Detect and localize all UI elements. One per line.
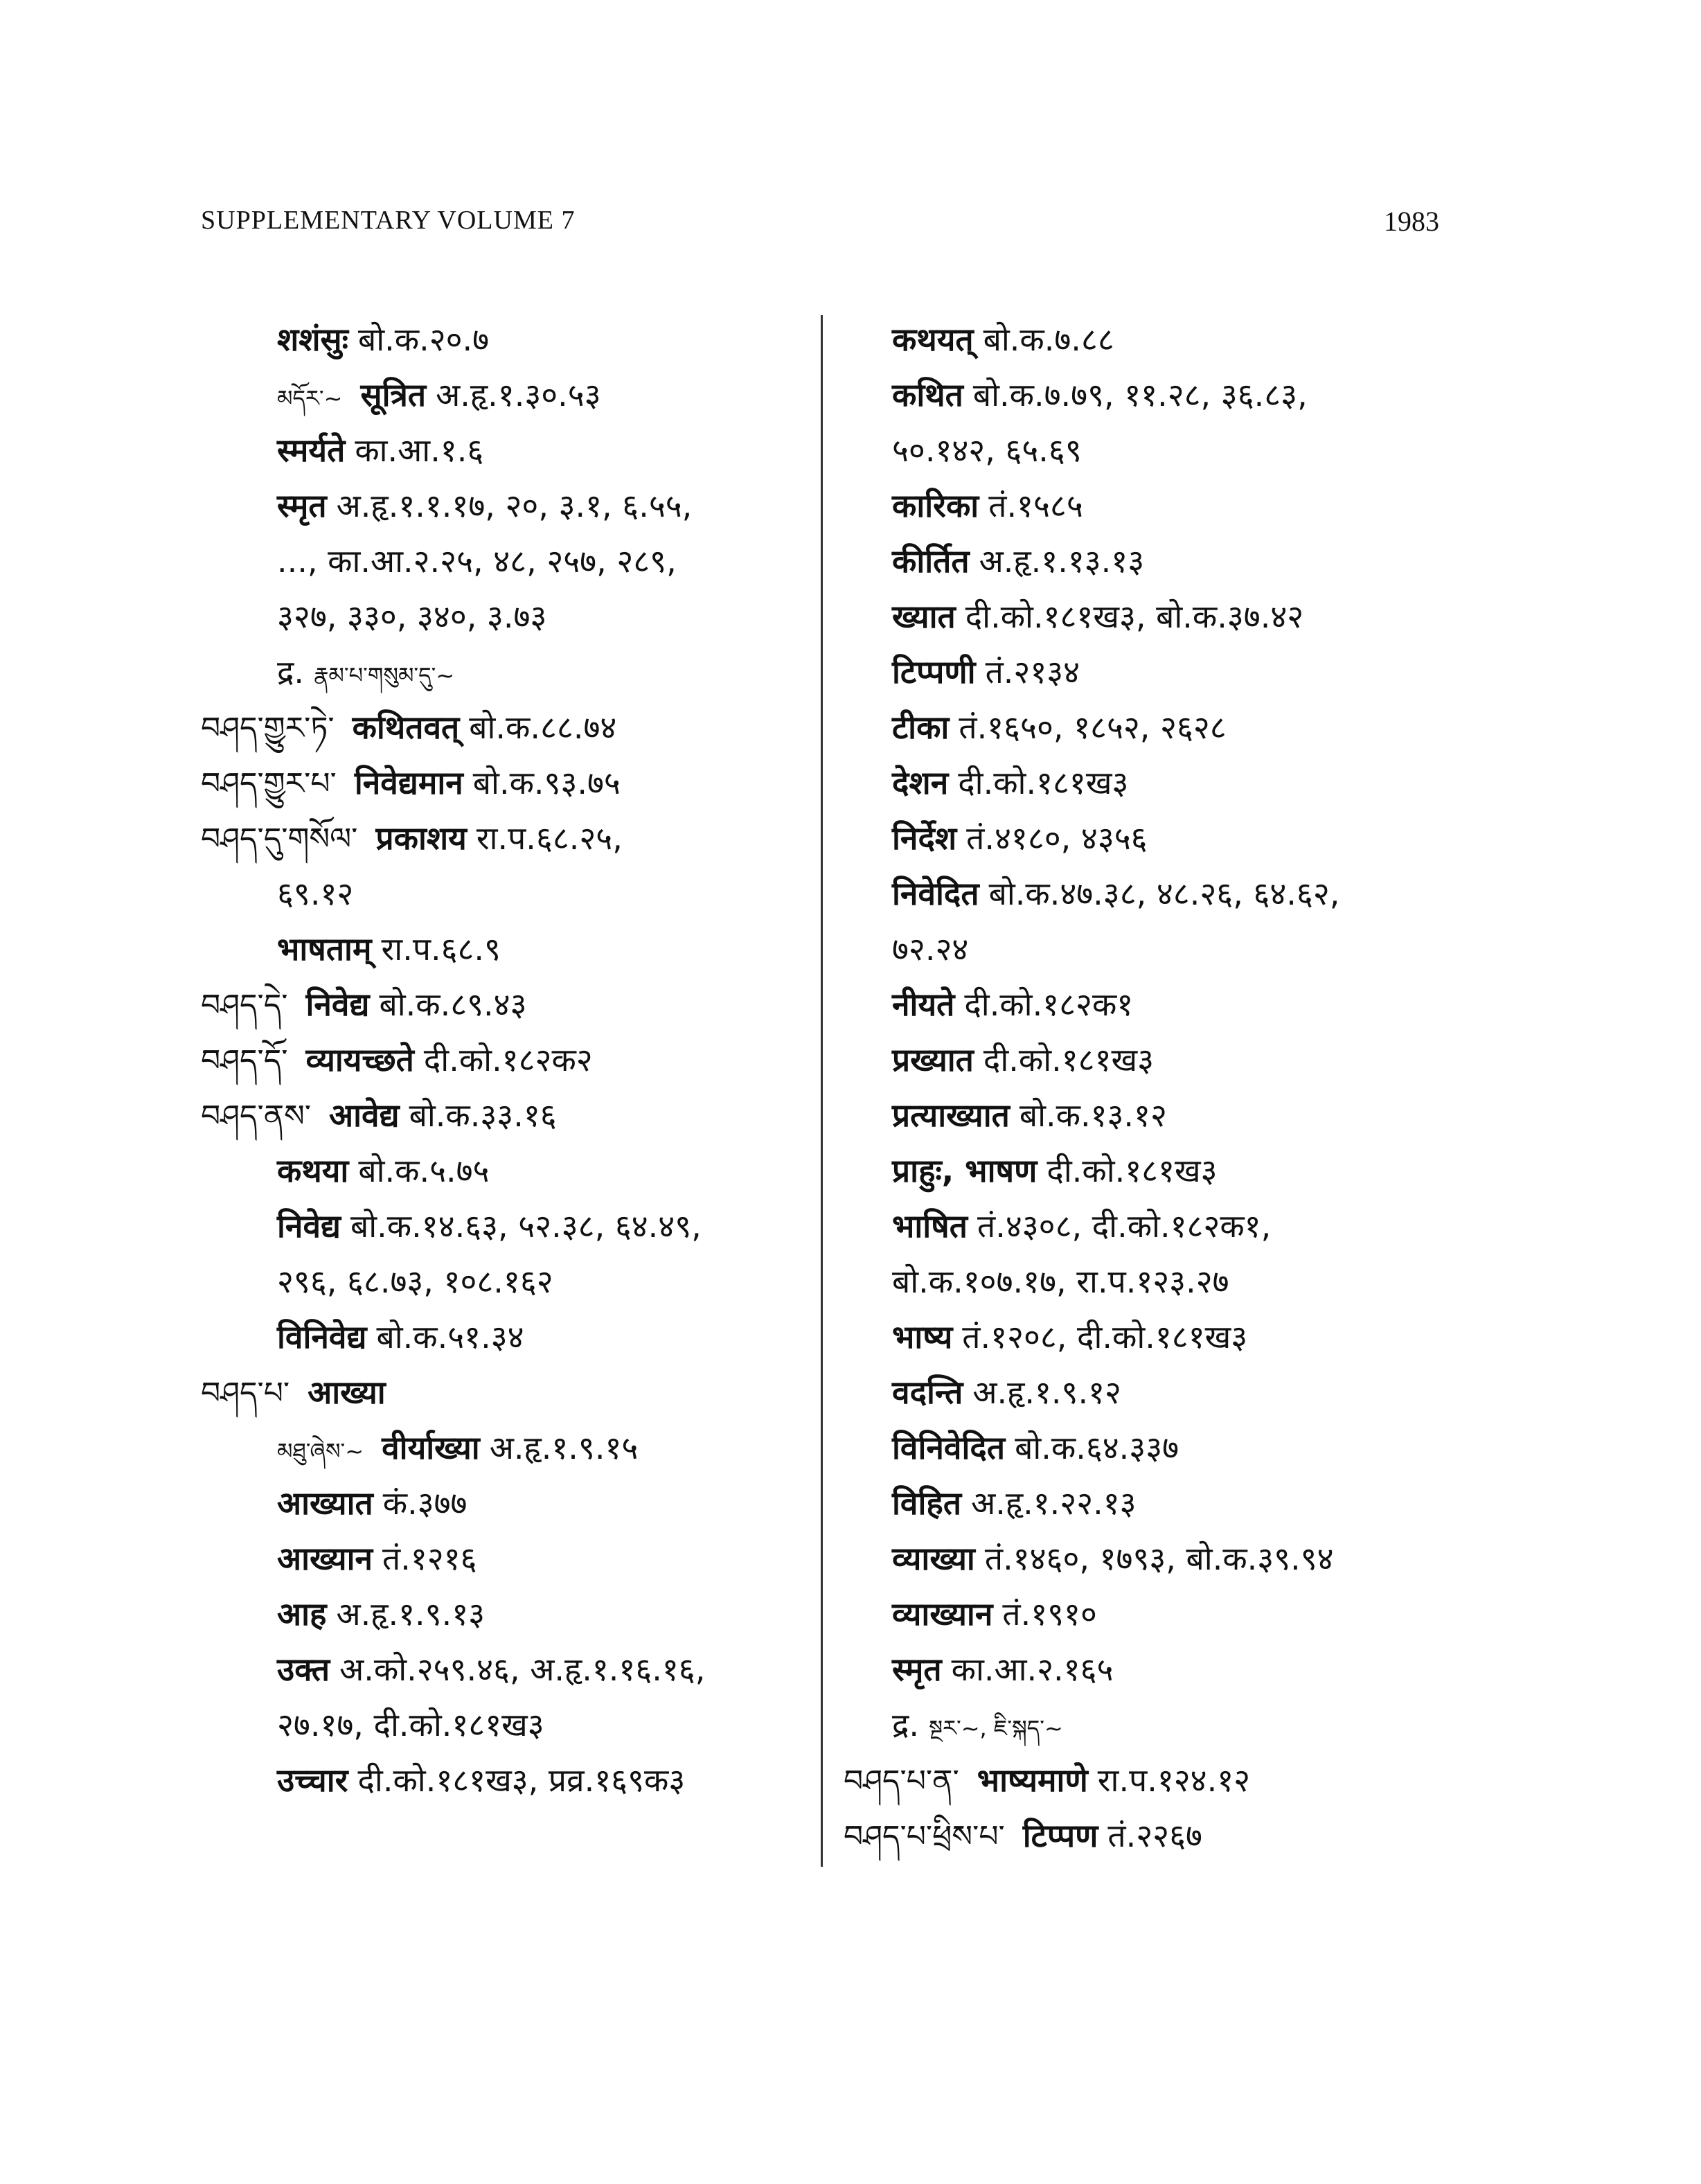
cross-reference-marker: द्र. bbox=[892, 1706, 920, 1743]
dictionary-entry-line bbox=[844, 1475, 1481, 1531]
source-reference: बो.क.८८.७४ bbox=[469, 709, 617, 746]
sanskrit-equivalent: देशन bbox=[892, 764, 949, 801]
dictionary-entry-line bbox=[201, 312, 810, 367]
source-reference: ..., का.आ.२.२५, ४८, २५७, २८९, bbox=[277, 542, 677, 580]
sanskrit-equivalent: कथितवत् bbox=[352, 709, 460, 746]
dictionary-headword-line bbox=[201, 1032, 810, 1087]
right-column bbox=[844, 312, 1481, 1863]
source-reference: बो.क.८९.४३ bbox=[379, 986, 527, 1023]
source-reference: बो.क.७.८८ bbox=[983, 321, 1114, 358]
sanskrit-equivalent: प्रख्यात bbox=[892, 1041, 974, 1078]
dictionary-entry-line bbox=[844, 810, 1481, 866]
source-reference: तं.१५८५ bbox=[988, 487, 1083, 524]
source-reference: अ.हृ.१.९.१५ bbox=[489, 1429, 639, 1466]
source-reference: ७२.२४ bbox=[892, 930, 969, 968]
tibetan-term: མཐུ་ཞེས་~ bbox=[277, 1438, 364, 1464]
sanskrit-equivalent: निवेद्य bbox=[277, 1207, 341, 1245]
sanskrit-equivalent: प्रकाशय bbox=[375, 819, 467, 857]
tibetan-term: བཤད་པ་ bbox=[201, 1376, 290, 1411]
dictionary-entry-line bbox=[844, 1087, 1481, 1143]
source-reference: दी.को.१८१ख३, प्रव्र.१६९क३ bbox=[357, 1761, 686, 1799]
source-reference: रा.प.१२४.१२ bbox=[1097, 1761, 1251, 1799]
source-reference: ५०.१४२, ६५.६९ bbox=[892, 432, 1082, 469]
source-reference: तं.४१८०, ४३५६ bbox=[966, 819, 1148, 857]
left-column bbox=[201, 312, 810, 1808]
sanskrit-equivalent: व्याख्यान bbox=[892, 1595, 993, 1633]
sanskrit-equivalent: व्यायच्छते bbox=[305, 1041, 414, 1078]
dictionary-entry-line bbox=[844, 589, 1481, 644]
sanskrit-equivalent: टिप्पण bbox=[1022, 1817, 1098, 1854]
sanskrit-equivalent: विहित bbox=[892, 1484, 962, 1522]
dictionary-entry-line bbox=[844, 1254, 1481, 1309]
dictionary-entry-line bbox=[201, 1143, 810, 1198]
dictionary-headword-line bbox=[201, 1087, 810, 1143]
source-reference: का.आ.१.६ bbox=[355, 432, 484, 469]
source-reference: बो.क.५१.३४ bbox=[376, 1318, 524, 1356]
source-reference: बो.क.४७.३८, ४८.२६, ६४.६२, bbox=[988, 875, 1340, 912]
tibetan-term: སྔར་~, ཇི་སྐད་~ bbox=[929, 1715, 1063, 1741]
source-reference: ३२७, ३३०, ३४०, ३.७३ bbox=[277, 598, 547, 635]
source-reference: अ.हृ.१.२२.१३ bbox=[971, 1484, 1137, 1522]
sanskrit-equivalent: स्मर्यते bbox=[277, 432, 346, 469]
dictionary-headword-line bbox=[201, 755, 810, 810]
dictionary-entry-line bbox=[201, 1697, 810, 1752]
sanskrit-equivalent: भाष्य bbox=[892, 1318, 953, 1356]
sanskrit-equivalent: भाषित bbox=[892, 1207, 968, 1245]
dictionary-entry-line bbox=[844, 1642, 1481, 1697]
sanskrit-equivalent: व्याख्या bbox=[892, 1540, 975, 1577]
source-reference: रा.प.६८.९ bbox=[381, 930, 501, 968]
dictionary-entry-line bbox=[201, 478, 810, 533]
sanskrit-equivalent: कीर्तित bbox=[892, 542, 970, 580]
source-reference: बो.क.३३.१६ bbox=[409, 1097, 557, 1134]
sanskrit-equivalent: प्रत्याख्यात bbox=[892, 1097, 1010, 1134]
source-reference: बो.क.६४.३३७ bbox=[1015, 1429, 1179, 1466]
dictionary-entry-line bbox=[201, 1642, 810, 1697]
source-reference: तं.१६५०, १८५२, २६२८ bbox=[959, 709, 1227, 746]
dictionary-entry-line bbox=[844, 1531, 1481, 1586]
dictionary-entry-line bbox=[844, 1309, 1481, 1365]
sanskrit-equivalent: आख्यात bbox=[277, 1484, 373, 1522]
source-reference: दी.को.१८१ख३ bbox=[983, 1041, 1155, 1078]
source-reference: ६९.१२ bbox=[277, 875, 354, 912]
dictionary-entry-line bbox=[201, 1531, 810, 1586]
source-reference: अ.हृ.१.९.१२ bbox=[972, 1374, 1121, 1411]
tibetan-term: བཤད་པ་ཕྲིས་པ་ bbox=[844, 1819, 1005, 1854]
dictionary-entry-line bbox=[844, 1032, 1481, 1087]
source-reference: बो.क.५.७५ bbox=[358, 1152, 490, 1189]
dictionary-entry-line bbox=[201, 1752, 810, 1808]
dictionary-entry-line bbox=[844, 921, 1481, 977]
source-reference: बो.क.१०७.१७, रा.प.१२३.२७ bbox=[892, 1263, 1229, 1300]
source-reference: तं.१४६०, १७९३, बो.क.३९.९४ bbox=[984, 1540, 1334, 1577]
dictionary-entry-line bbox=[844, 977, 1481, 1032]
source-reference: दी.को.१८२क१ bbox=[964, 986, 1134, 1023]
sanskrit-equivalent: टिप्पणी bbox=[892, 653, 976, 691]
sanskrit-equivalent: भाषताम् bbox=[277, 930, 372, 968]
dictionary-entry-line bbox=[201, 423, 810, 478]
source-reference: बो.क.७.७९, ११.२८, ३६.८३, bbox=[972, 376, 1308, 414]
sanskrit-equivalent: आवेद्य bbox=[329, 1097, 400, 1134]
sanskrit-equivalent: उच्चार bbox=[277, 1761, 348, 1799]
source-reference: बो.क.१३.१२ bbox=[1019, 1097, 1167, 1134]
sanskrit-equivalent: उक्त bbox=[277, 1651, 330, 1688]
sanskrit-equivalent: शशंसुः bbox=[277, 321, 348, 358]
tibetan-term: མདོར་~ bbox=[277, 385, 343, 411]
source-reference: तं.१९१० bbox=[1002, 1595, 1097, 1633]
dictionary-entry-line bbox=[844, 1586, 1481, 1642]
source-reference: बो.क.९३.७५ bbox=[472, 764, 621, 801]
sanskrit-equivalent: कारिका bbox=[892, 487, 979, 524]
dictionary-entry-line bbox=[844, 1143, 1481, 1198]
sanskrit-equivalent: निवेदित bbox=[892, 875, 979, 912]
source-reference: बो.क.१४.६३, ५२.३८, ६४.४९, bbox=[350, 1207, 702, 1245]
source-reference: अ.हृ.१.१.१७, २०, ३.१, ६.५५, bbox=[336, 487, 693, 524]
dictionary-entry-line bbox=[844, 700, 1481, 755]
tibetan-term: བཤད་པ་ན་ bbox=[844, 1764, 959, 1799]
sanskrit-equivalent: सूत्रित bbox=[360, 376, 427, 414]
sanskrit-equivalent: निवेद्य bbox=[305, 986, 370, 1023]
dictionary-entry-line bbox=[201, 1586, 810, 1642]
sanskrit-equivalent: कथित bbox=[892, 376, 963, 414]
sanskrit-equivalent: भाष्यमाणे bbox=[977, 1761, 1088, 1799]
source-reference: २९६, ६८.७३, १०८.१६२ bbox=[277, 1263, 553, 1300]
tibetan-term: བཤད་དེ་ bbox=[201, 988, 288, 1023]
source-reference: का.आ.२.१६५ bbox=[951, 1651, 1114, 1688]
dictionary-entry-line bbox=[844, 755, 1481, 810]
source-reference: कं.३७७ bbox=[382, 1484, 467, 1522]
source-reference: दी.को.१८१ख३, बो.क.३७.४२ bbox=[965, 598, 1304, 635]
dictionary-headword-line bbox=[201, 810, 810, 866]
sanskrit-equivalent: कथयत् bbox=[892, 321, 974, 358]
sanskrit-equivalent: आह bbox=[277, 1595, 327, 1633]
dictionary-entry-line bbox=[844, 478, 1481, 533]
sanskrit-equivalent: आख्यान bbox=[277, 1540, 373, 1577]
source-reference: दी.को.१८१ख३ bbox=[958, 764, 1129, 801]
sanskrit-equivalent: ख्यात bbox=[892, 598, 956, 635]
dictionary-headword-line bbox=[844, 1752, 1481, 1808]
dictionary-entry-line bbox=[844, 644, 1481, 700]
source-reference: अ.हृ.१.३०.५३ bbox=[436, 376, 601, 414]
source-reference: अ.को.२५९.४६, अ.हृ.१.१६.१६, bbox=[339, 1651, 706, 1688]
dictionary-headword-line bbox=[201, 977, 810, 1032]
tibetan-term: བཤད་གྱུར་པ་ bbox=[201, 766, 337, 801]
tibetan-term: བཤད་ནས་ bbox=[201, 1099, 312, 1134]
source-reference: दी.को.१८१ख३ bbox=[1047, 1152, 1218, 1189]
sanskrit-equivalent: विनिवेद्य bbox=[277, 1318, 367, 1356]
source-reference: अ.हृ.१.१३.१३ bbox=[979, 542, 1145, 580]
dictionary-entry-line bbox=[844, 866, 1481, 921]
dictionary-entry-line bbox=[844, 423, 1481, 478]
dictionary-entry-line bbox=[844, 533, 1481, 589]
tibetan-term: བཤད་དུ་གསོལ་ bbox=[201, 822, 358, 857]
dictionary-entry-line bbox=[201, 644, 810, 700]
sanskrit-equivalent: निवेद्यमान bbox=[354, 764, 463, 801]
dictionary-entry-line bbox=[201, 1475, 810, 1531]
cross-reference-marker: द्र. bbox=[277, 653, 305, 691]
source-reference: २७.१७, दी.को.१८१ख३ bbox=[277, 1706, 544, 1743]
dictionary-entry-line bbox=[844, 1365, 1481, 1420]
source-reference: तं.४३०८, दी.को.१८२क१, bbox=[977, 1207, 1272, 1245]
dictionary-entry-line bbox=[844, 1420, 1481, 1475]
tibetan-term: བཤད་གྱུར་ཏེ་ bbox=[201, 711, 335, 746]
dictionary-entry-line bbox=[201, 1254, 810, 1309]
dictionary-entry-line bbox=[201, 589, 810, 644]
source-reference: तं.२१३४ bbox=[985, 653, 1080, 691]
column-divider bbox=[821, 315, 823, 1867]
dictionary-entry-line bbox=[201, 1309, 810, 1365]
dictionary-entry-line bbox=[201, 367, 810, 423]
sanskrit-equivalent: आख्या bbox=[308, 1374, 386, 1411]
sanskrit-equivalent: स्मृत bbox=[277, 487, 327, 524]
dictionary-headword-line bbox=[201, 1365, 810, 1420]
source-reference: बो.क.२०.७ bbox=[357, 321, 490, 358]
source-reference: रा.प.६८.२५, bbox=[476, 819, 623, 857]
dictionary-entry-line bbox=[201, 1198, 810, 1254]
tibetan-term: བཤད་དོ་ bbox=[201, 1043, 288, 1078]
dictionary-entry-line bbox=[844, 367, 1481, 423]
sanskrit-equivalent: वदन्ति bbox=[892, 1374, 963, 1411]
sanskrit-equivalent: कथया bbox=[277, 1152, 349, 1189]
dictionary-entry-line bbox=[844, 1198, 1481, 1254]
sanskrit-equivalent: वीर्याख्या bbox=[382, 1429, 480, 1466]
source-reference: तं.१२१६ bbox=[382, 1540, 477, 1577]
dictionary-headword-line bbox=[201, 700, 810, 755]
dictionary-entry-line bbox=[844, 312, 1481, 367]
dictionary-entry-line bbox=[844, 1697, 1481, 1752]
dictionary-entry-line bbox=[201, 866, 810, 921]
page-header bbox=[0, 205, 1701, 247]
source-reference: दी.को.१८२क२ bbox=[423, 1041, 593, 1078]
sanskrit-equivalent: प्राहुः, भाषण bbox=[892, 1152, 1037, 1189]
source-reference: तं.१२०८, दी.को.१८१ख३ bbox=[962, 1318, 1248, 1356]
sanskrit-equivalent: विनिवेदित bbox=[892, 1429, 1006, 1466]
dictionary-entry-line bbox=[201, 1420, 810, 1475]
tibetan-term: རྣམ་པ་གསུམ་དུ་~ bbox=[314, 662, 455, 689]
source-reference: तं.२२६७ bbox=[1107, 1817, 1202, 1854]
dictionary-entry-line bbox=[201, 921, 810, 977]
sanskrit-equivalent: टीका bbox=[892, 709, 950, 746]
running-title: SUPPLEMENTARY VOLUME 7 bbox=[201, 206, 576, 235]
sanskrit-equivalent: निर्देश bbox=[892, 819, 957, 857]
page-number: 1983 bbox=[1384, 206, 1439, 237]
source-reference: अ.हृ.१.९.१३ bbox=[336, 1595, 486, 1633]
dictionary-headword-line bbox=[844, 1808, 1481, 1863]
sanskrit-equivalent: स्मृत bbox=[892, 1651, 942, 1688]
sanskrit-equivalent: नीयते bbox=[892, 986, 955, 1023]
dictionary-entry-line bbox=[201, 533, 810, 589]
